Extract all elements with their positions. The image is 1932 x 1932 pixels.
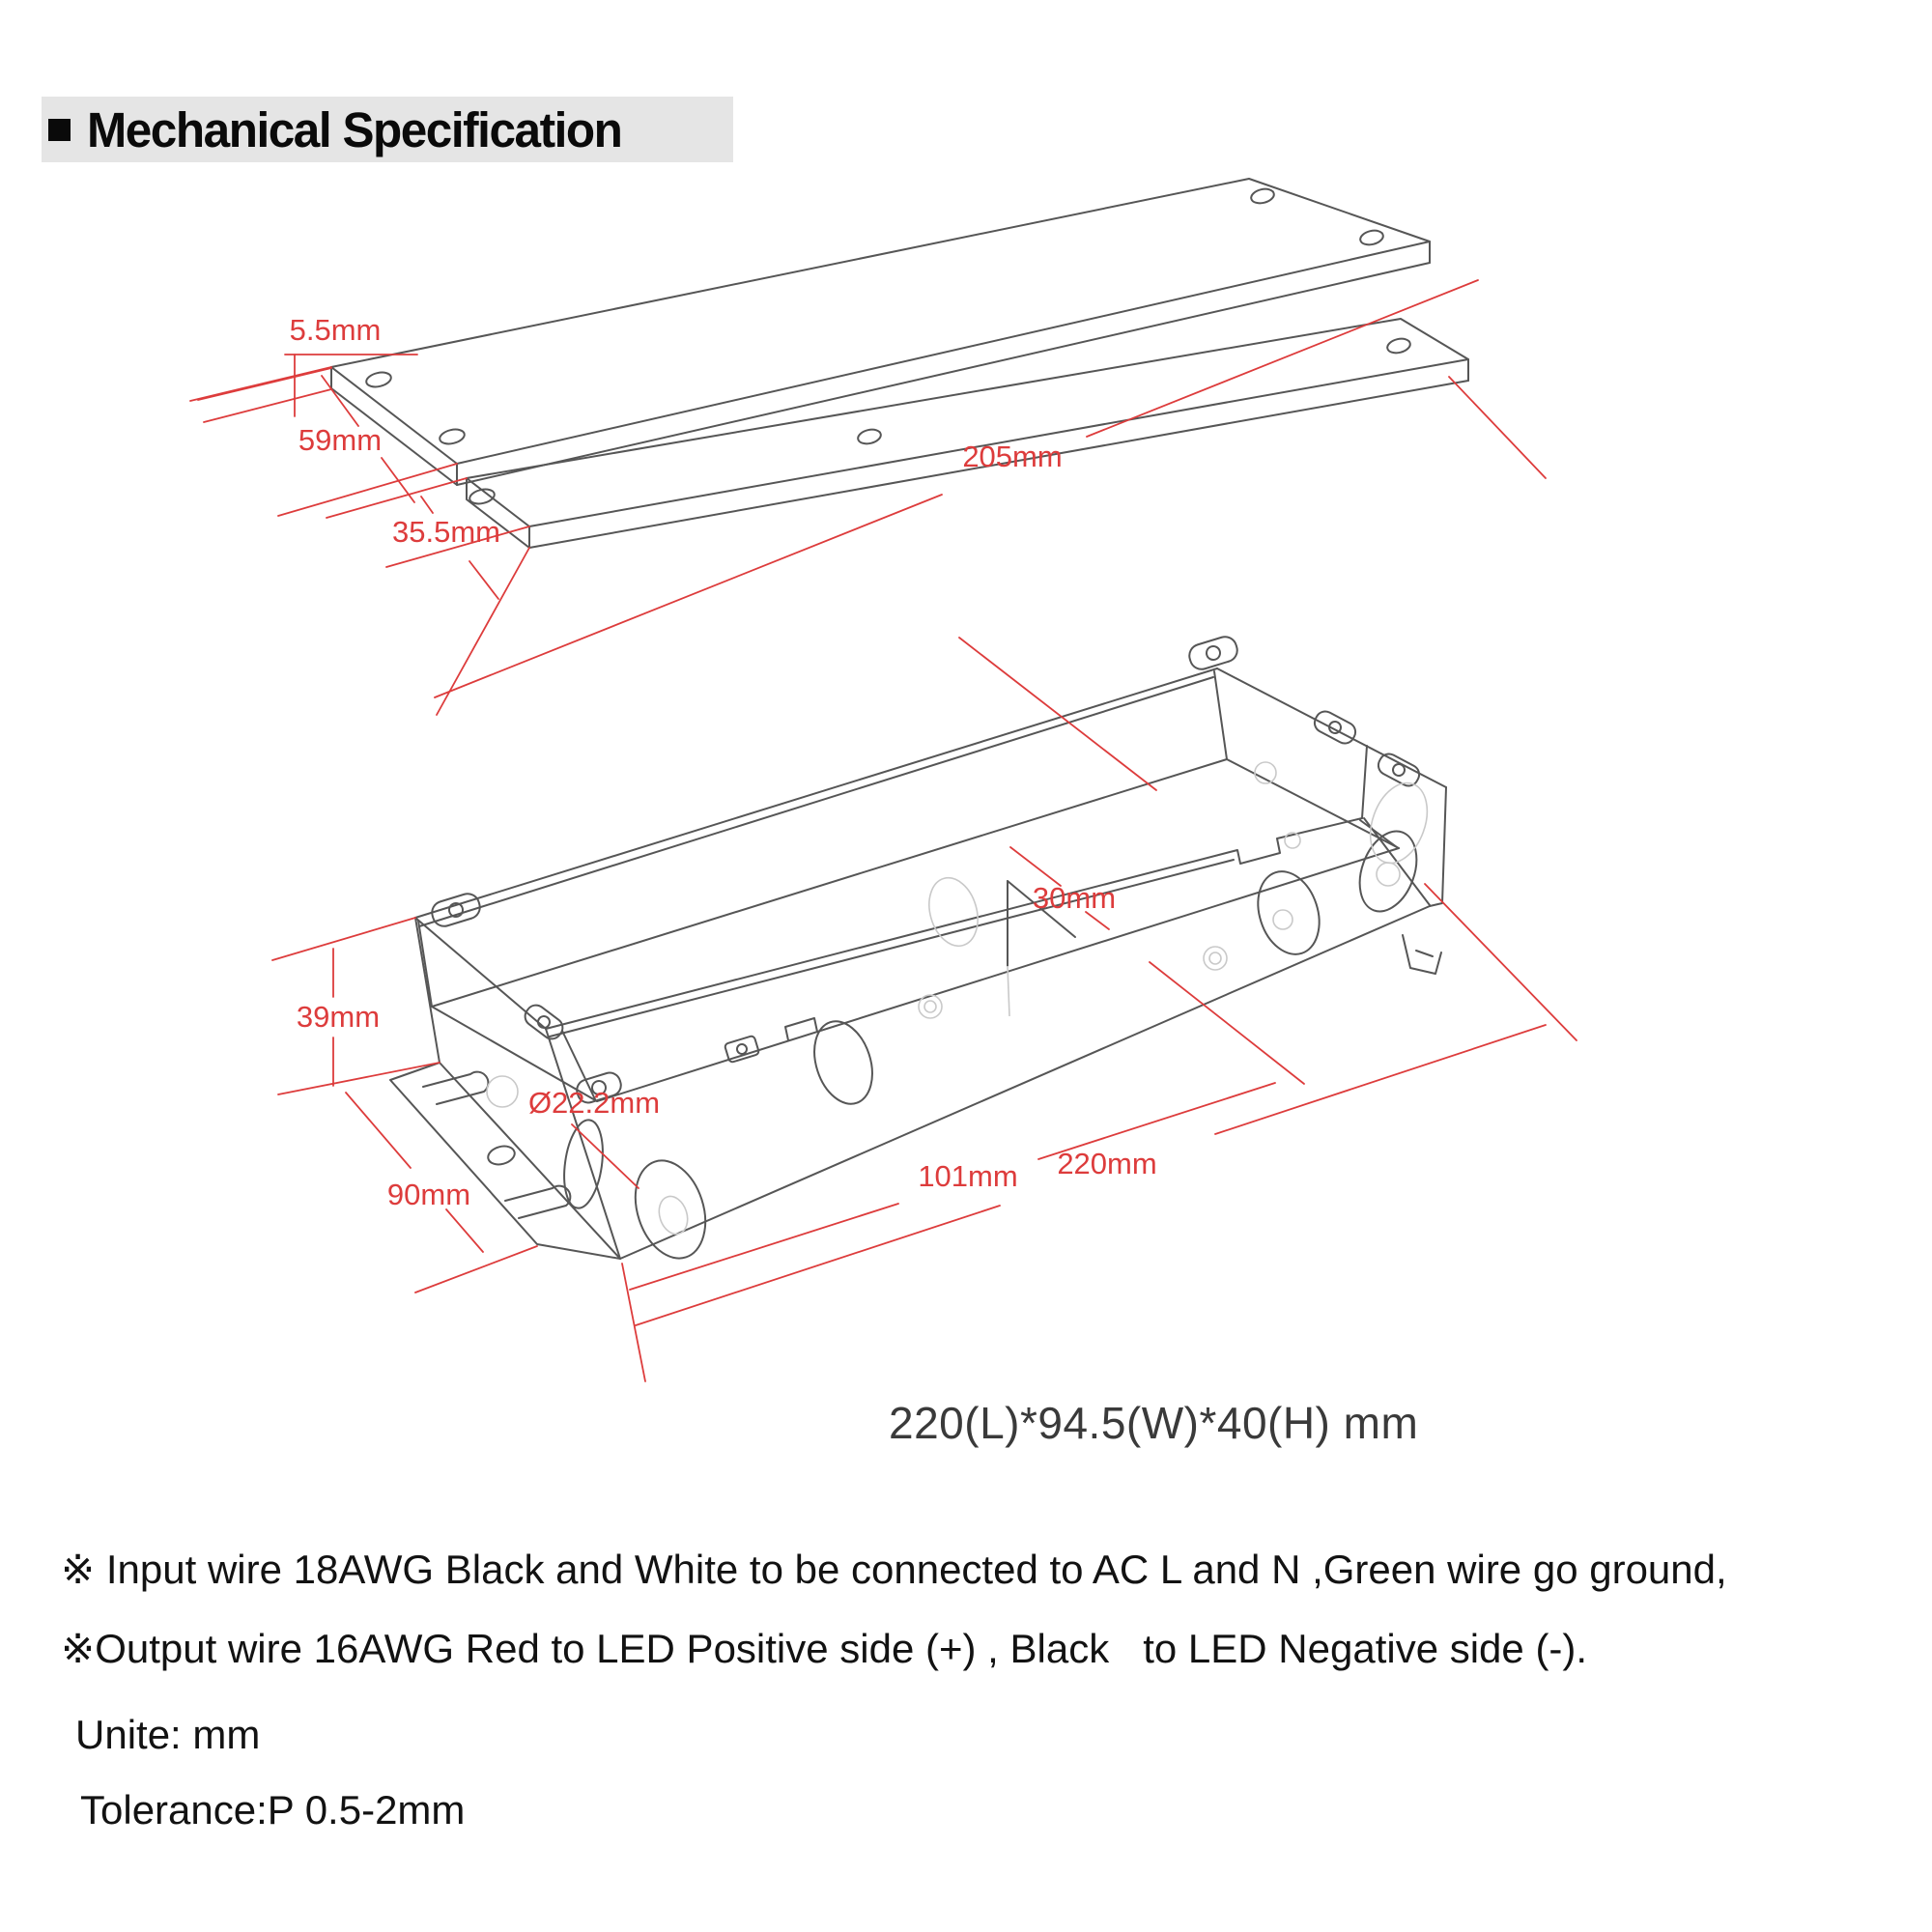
dim-label-front-plate-width: 35.5mm <box>392 515 500 549</box>
cover-plates-dimension-lines <box>190 280 1546 715</box>
input-wire-note: ※ Input wire 18AWG Black and White to be connected to AC L and N ,Green wire go ground, <box>61 1547 1727 1592</box>
page-title: Mechanical Specification <box>87 101 622 157</box>
overall-size-caption: 220(L)*94.5(W)*40(H) mm <box>889 1398 1419 1448</box>
floor-screw-tab <box>724 1036 759 1063</box>
tolerance-line: Tolerance:P 0.5-2mm <box>80 1787 466 1833</box>
unit-line: Unite: mm <box>75 1712 261 1757</box>
knockout-hole <box>1350 823 1427 919</box>
mounting-ear <box>1375 751 1422 789</box>
mounting-ear <box>522 1002 567 1043</box>
dim-label-box-length: 220mm <box>1057 1147 1157 1180</box>
dim-label-knockout-offset: 101mm <box>918 1159 1018 1193</box>
dimension-labels <box>290 313 1157 1211</box>
cover-plates-drawing <box>331 179 1468 548</box>
mounting-ear <box>1311 708 1358 747</box>
dim-label-back-plate-width: 59mm <box>298 423 383 457</box>
dim-label-plate-length: 205mm <box>962 440 1063 473</box>
dim-label-flange-width: 90mm <box>386 1178 471 1211</box>
knockout-hole <box>624 1151 718 1267</box>
end-flange-tab <box>1403 935 1441 974</box>
mounting-ear <box>1186 634 1239 671</box>
output-wire-note: ※Output wire 16AWG Red to LED Positive side (+) , Black to LED Negative side (-). <box>61 1626 1588 1671</box>
dim-label-knockout-diameter: Ø22.2mm <box>527 1086 661 1120</box>
dim-label-compartment: 30mm <box>1032 881 1117 915</box>
dim-label-thickness: 5.5mm <box>289 313 382 347</box>
dim-label-height: 39mm <box>296 1000 381 1034</box>
